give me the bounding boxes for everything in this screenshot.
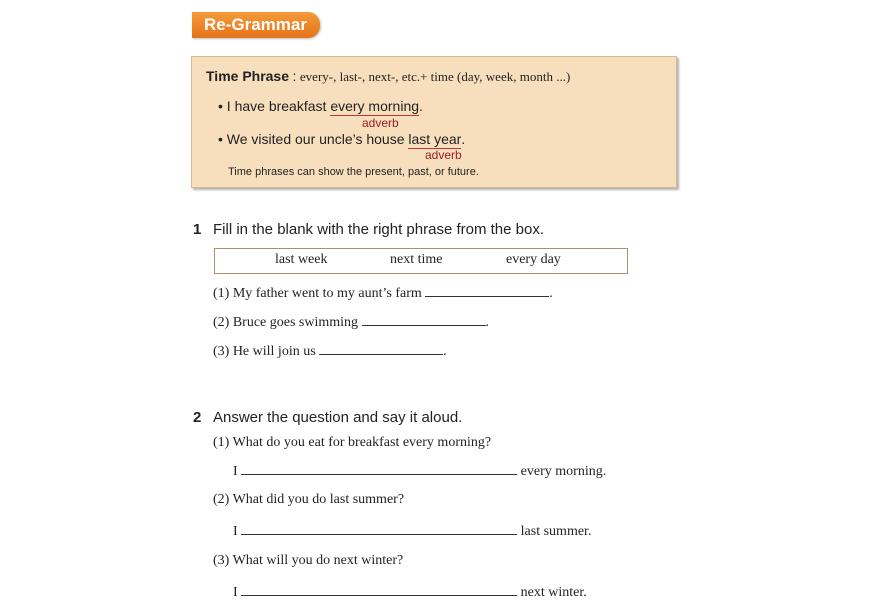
word-option: last week <box>275 252 328 267</box>
answer-line <box>233 581 587 601</box>
time-phrase-heading <box>206 68 570 86</box>
question-text: (3) What will you do next winter? <box>213 553 404 568</box>
item-end: . <box>443 344 447 359</box>
time-phrase-description: every-, last-, next-, etc.+ time (day, week, month ...) <box>299 69 571 84</box>
answer-end: every morning. <box>520 464 607 479</box>
answer-blank[interactable] <box>241 520 517 535</box>
answer-start: I <box>233 464 238 479</box>
item-text: (2) Bruce goes swimming <box>213 315 359 330</box>
word-option: next time <box>390 252 443 267</box>
answer-line <box>233 520 591 540</box>
question-text: (2) What did you do last summer? <box>213 492 405 507</box>
example-text-after: . <box>461 131 466 147</box>
question-number: 2 <box>193 409 202 426</box>
answer-blank[interactable] <box>241 460 517 475</box>
answer-start: I <box>233 585 238 600</box>
fill-blank-item <box>213 311 489 331</box>
example-text-after: . <box>419 98 423 114</box>
example-sentence <box>218 98 423 114</box>
bullet: • <box>218 131 223 147</box>
fill-blank-item <box>213 282 553 302</box>
section-tab-re-grammar: Re-Grammar <box>192 12 320 38</box>
time-phrase-colon: : <box>292 68 297 84</box>
answer-blank[interactable] <box>425 282 549 297</box>
item-text: (1) My father went to my aunt’s farm <box>213 286 422 301</box>
question-title: Fill in the blank with the right phrase from the box. <box>213 221 544 238</box>
time-phrase-title: Time Phrase <box>206 68 290 84</box>
answer-blank[interactable] <box>241 581 517 596</box>
fill-blank-item <box>213 340 447 360</box>
question-title: Answer the question and say it aloud. <box>213 409 463 426</box>
example-highlight: every morning <box>330 98 420 114</box>
example-text-before: I have breakfast <box>226 98 331 114</box>
example-sentence <box>218 131 465 147</box>
answer-line <box>233 460 606 480</box>
word-option: every day <box>506 252 561 267</box>
question-number: 1 <box>193 221 202 238</box>
item-end: . <box>549 286 553 301</box>
answer-blank[interactable] <box>319 340 443 355</box>
answer-end: next winter. <box>520 585 587 600</box>
grammar-note: Time phrases can show the present, past, or future. <box>228 166 479 178</box>
example-part-label: adverb <box>362 116 399 130</box>
answer-start: I <box>233 524 238 539</box>
example-highlight: last year <box>408 131 462 147</box>
question-text: (1) What do you eat for breakfast every morning? <box>213 435 492 450</box>
bullet: • <box>218 98 223 114</box>
example-part-label: adverb <box>425 148 462 162</box>
example-text-before: We visited our uncle’s house <box>226 131 409 147</box>
answer-end: last summer. <box>520 524 592 539</box>
item-text: (3) He will join us <box>213 344 316 359</box>
answer-blank[interactable] <box>362 311 486 326</box>
item-end: . <box>485 315 490 330</box>
